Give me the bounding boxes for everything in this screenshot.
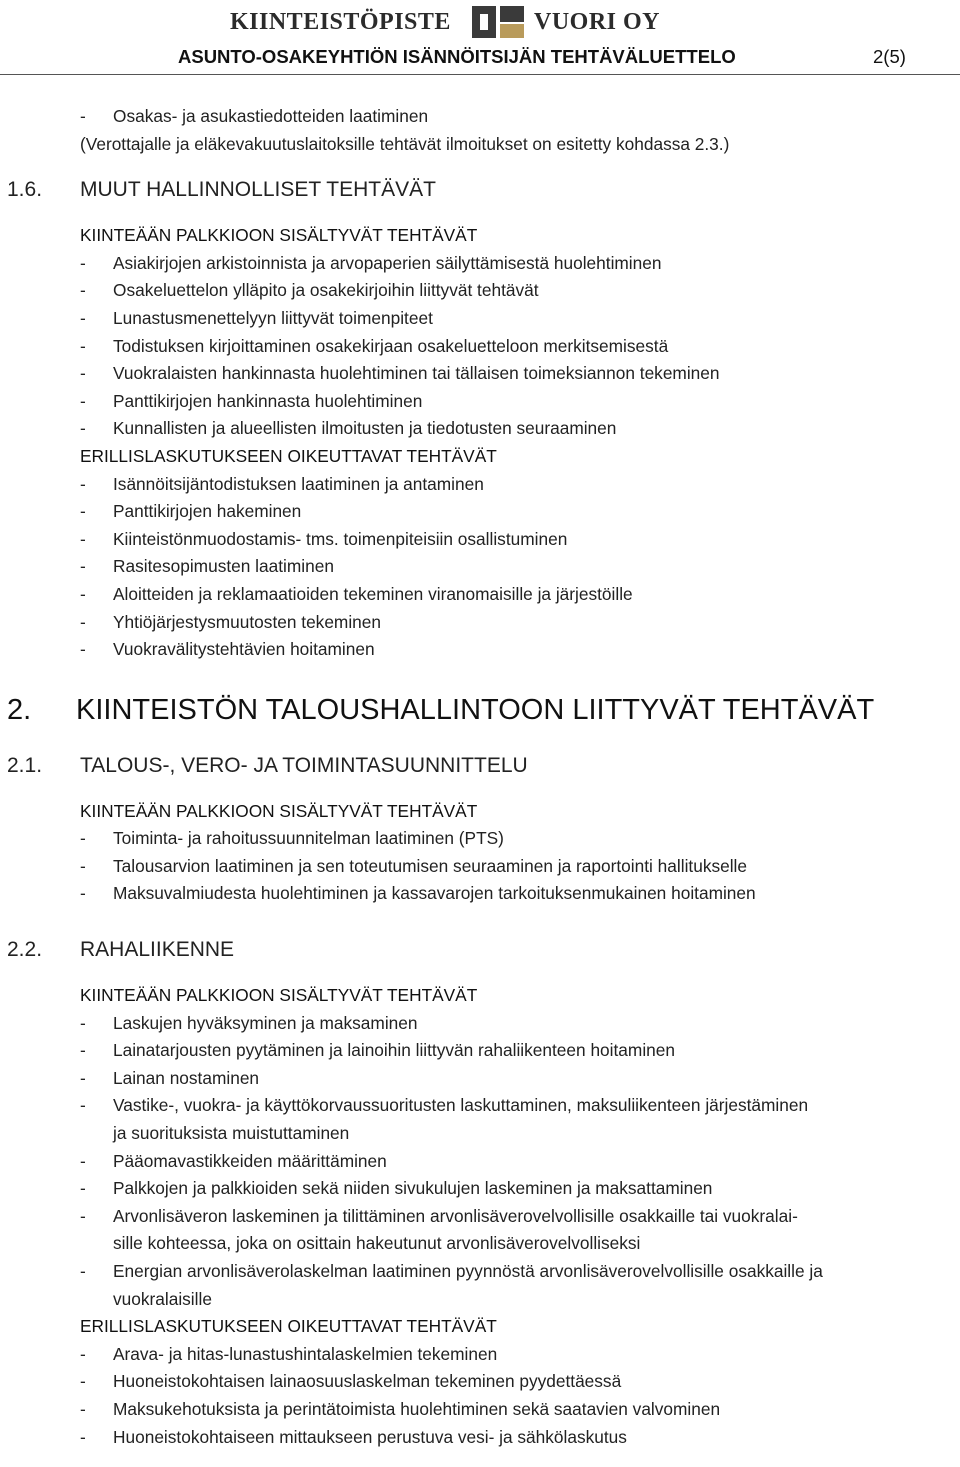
subheading: ERILLISLASKUTUKSEEN OIKEUTTAVAT TEHTÄVÄT bbox=[80, 445, 497, 466]
list-item: - Osakas- ja asukastiedotteiden laatiminen bbox=[80, 106, 429, 126]
section-heading-2: 2. KIINTEISTÖN TALOUSHALLINTOON LIITTYVÄT TEHTÄVÄT bbox=[7, 693, 875, 726]
list-item: - Maksukehotuksista ja perintätoimista huolehtiminen sekä saatavien valvominen bbox=[80, 1398, 721, 1419]
list-item: - Energian arvonlisäverolaskelman laatiminen pyynnöstä arvonlisäverovelvollisille osakkaille ja bbox=[80, 1261, 823, 1281]
brand-right: VUORI OY bbox=[534, 8, 661, 35]
section-heading-2-2: 2.2. RAHALIIKENNE bbox=[7, 938, 235, 962]
list-item: - Laskujen hyväksyminen ja maksaminen bbox=[80, 1012, 418, 1033]
subheading: KIINTEÄÄN PALKKIOON SISÄLTYVÄT TEHTÄVÄT bbox=[80, 985, 478, 1006]
list-item: - Lainatarjousten pyytäminen ja lainoihin liittyvän rahaliikenteen hoitaminen bbox=[80, 1040, 675, 1061]
brand-left: KIINTEISTÖPISTE bbox=[230, 8, 451, 35]
list-item: - Rasitesopimusten laatiminen bbox=[80, 556, 334, 577]
list-item: - Panttikirjojen hankinnasta huolehtiminen bbox=[80, 390, 423, 411]
kiinteistopiste-logo-icon bbox=[470, 2, 528, 42]
note-text: (Verottajalle ja eläkevakuutuslaitoksille tehtävät ilmoitukset on esitetty kohdassa 2.3.) bbox=[80, 133, 730, 154]
list-item: - Vuokravälitystehtävien hoitaminen bbox=[80, 639, 375, 660]
page-header bbox=[0, 0, 960, 76]
list-item: - Yhtiöjärjestysmuutosten tekeminen bbox=[80, 611, 381, 632]
list-item: - Isännöitsijäntodistuksen laatiminen ja antaminen bbox=[80, 473, 484, 494]
list-item: - Todistuksen kirjoittaminen osakekirjaan osakeluetteloon merkitsemisestä bbox=[80, 335, 669, 356]
list-item: - Vastike-, vuokra- ja käyttökorvaussuoritusten laskuttaminen, maksuliikenteen järjestäminen bbox=[80, 1095, 809, 1116]
list-item: - Huoneistokohtaiseen mittaukseen perustuva vesi- ja sähkölaskutus bbox=[80, 1426, 627, 1447]
document-body bbox=[0, 103, 960, 1451]
section-heading-2-1: 2.1. TALOUS-, VERO- JA TOIMINTASUUNNITTELU bbox=[7, 753, 528, 777]
list-item: - Arava- ja hitas-lunastushintalaskelmien tekeminen bbox=[80, 1343, 498, 1364]
list-item: - Pääomavastikkeiden määrittäminen bbox=[80, 1150, 387, 1171]
list-item-continuation: sille kohteessa, joka on osittain hakeutunut arvonlisäverovelvolliseksi bbox=[113, 1233, 641, 1254]
list-item-continuation: ja suorituksista muistuttaminen bbox=[113, 1123, 350, 1144]
subheading: KIINTEÄÄN PALKKIOON SISÄLTYVÄT TEHTÄVÄT bbox=[80, 800, 478, 821]
list-item: - Toiminta- ja rahoitussuunnitelman laatiminen (PTS) bbox=[80, 828, 504, 849]
header-divider bbox=[0, 74, 960, 75]
list-item: - Kunnallisten ja alueellisten ilmoitusten ja tiedotusten seuraaminen bbox=[80, 418, 617, 439]
document-title: ASUNTO-OSAKEYHTIÖN ISÄNNÖITSIJÄN TEHTÄVÄLUETTELO bbox=[178, 46, 736, 67]
subheading: ERILLISLASKUTUKSEEN OIKEUTTAVAT TEHTÄVÄT bbox=[80, 1316, 497, 1337]
list-item: - Huoneistokohtaisen lainaosuuslaskelman tekeminen pyydettäessä bbox=[80, 1371, 622, 1392]
list-item-continuation: vuokralaisille bbox=[113, 1288, 212, 1309]
list-item: - Asiakirjojen arkistoinnista ja arvopaperien säilyttämisestä huolehtiminen bbox=[80, 252, 662, 273]
list-item: - Talousarvion laatiminen ja sen toteutumisen seuraaminen ja raportointi hallitukselle bbox=[80, 855, 747, 876]
list-item: - Osakeluettelon ylläpito ja osakekirjoihin liittyvät tehtävät bbox=[80, 280, 539, 301]
list-item: - Vuokralaisten hankinnasta huolehtiminen tai tällaisen toimeksiannon tekeminen bbox=[80, 363, 720, 384]
list-item: - Panttikirjojen hakeminen bbox=[80, 501, 302, 522]
list-item: - Arvonlisäveron laskeminen ja tilittäminen arvonlisäverovelvollisille osakkaille tai vuokralai- bbox=[80, 1205, 798, 1226]
page-number: 2(5) bbox=[873, 46, 906, 67]
brand bbox=[230, 2, 690, 42]
list-item: - Lainan nostaminen bbox=[80, 1067, 260, 1088]
list-item: - Palkkojen ja palkkioiden sekä niiden sivukulujen laskeminen ja maksattaminen bbox=[80, 1178, 713, 1199]
list-item: - Maksuvalmiudesta huolehtiminen ja kassavarojen tarkoituksenmukainen hoitaminen bbox=[80, 883, 756, 904]
list-item: - Lunastusmenettelyyn liittyvät toimenpiteet bbox=[80, 307, 433, 328]
subheading: KIINTEÄÄN PALKKIOON SISÄLTYVÄT TEHTÄVÄT bbox=[80, 225, 478, 246]
list-item: - Aloitteiden ja reklamaatioiden tekeminen viranomaisille ja järjestöille bbox=[80, 583, 633, 604]
list-item: - Kiinteistönmuodostamis- tms. toimenpiteisiin osallistuminen bbox=[80, 528, 568, 549]
section-heading-1-6: 1.6. MUUT HALLINNOLLISET TEHTÄVÄT bbox=[7, 178, 436, 202]
